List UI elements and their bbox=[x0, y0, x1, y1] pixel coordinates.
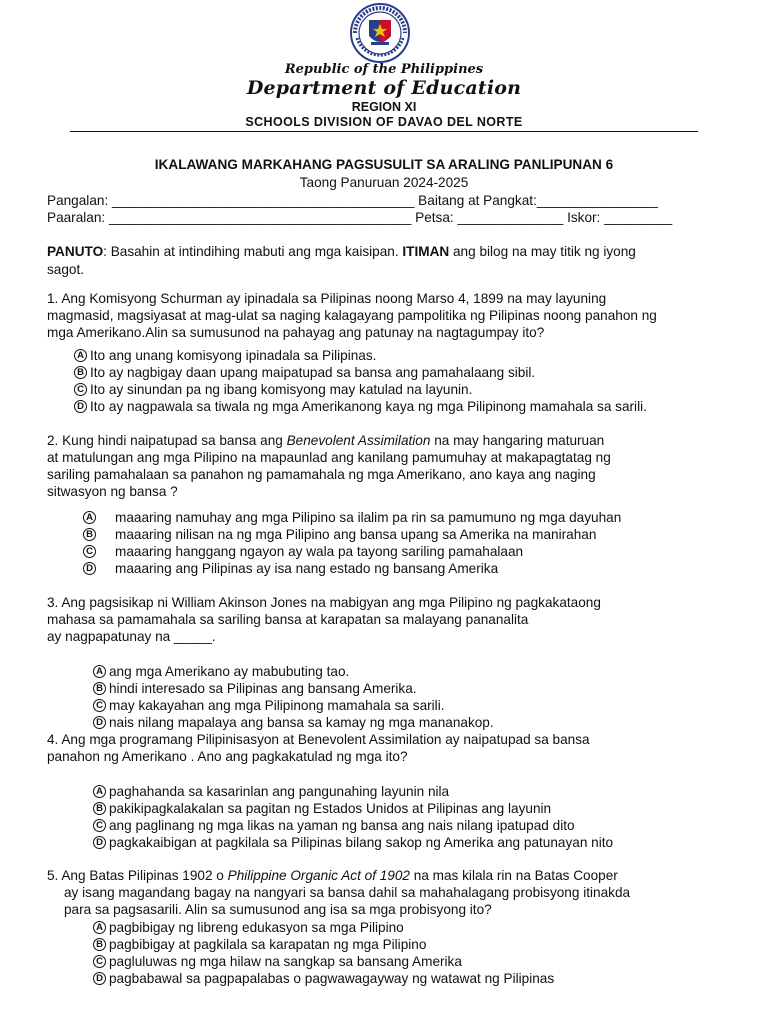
option-circle-icon[interactable]: A bbox=[93, 665, 106, 678]
q2-stem-text-a: 2. Kung hindi naipatupad sa bansa ang bbox=[47, 433, 287, 448]
option-circle-icon[interactable]: A bbox=[74, 349, 87, 362]
q3-option-c[interactable] bbox=[93, 697, 445, 714]
option-text: pagluluwas ng mga hilaw na sangkap sa bansang Amerika bbox=[109, 954, 462, 969]
option-text: maaaring ang Pilipinas ay isa nang estado ng bansang Amerika bbox=[115, 561, 499, 576]
option-circle-icon[interactable]: D bbox=[83, 562, 96, 575]
q2-stem-italic: Benevolent Assimilation bbox=[286, 433, 431, 448]
q5-stem-line-3: para sa pagsasarili. Alin sa sumusunod ang isa sa mga probisyong ito? bbox=[64, 902, 492, 917]
option-text: pagkakaibigan at pagkilala sa Pilipinas bilang sakop ng Amerika ang patunayan nito bbox=[109, 835, 614, 850]
option-text: hindi interesado sa Pilipinas ang bansang Amerika. bbox=[109, 681, 417, 696]
q2-stem-text-b: na may hangaring maturuan bbox=[430, 433, 605, 448]
option-circle-icon[interactable]: C bbox=[83, 545, 96, 558]
instructions-line-2: sagot. bbox=[47, 262, 85, 277]
q2-option-a[interactable] bbox=[83, 509, 621, 526]
q3-option-b[interactable] bbox=[93, 680, 417, 697]
school-year: Taong Panuruan 2024-2025 bbox=[299, 175, 469, 190]
school-date-score-field-line[interactable]: Paaralan: ________________________________________ Petsa: ______________ Iskor: _________ bbox=[47, 210, 673, 225]
option-circle-icon[interactable]: B bbox=[93, 802, 106, 815]
deped-seal-logo bbox=[347, 2, 413, 64]
exam-title: IKALAWANG MARKAHANG PAGSUSULIT SA ARALING PANLIPUNAN 6 bbox=[154, 157, 614, 172]
q1-option-b[interactable] bbox=[74, 364, 535, 381]
option-text: may kakayahan ang mga Pilipinong mamahala sa sarili. bbox=[109, 698, 445, 713]
q1-option-a[interactable] bbox=[74, 347, 376, 364]
q5-stem-line-2: ay isang magandang bagay na nangyari sa bansa dahil sa mahahalagang probisyong itinakda bbox=[64, 885, 631, 900]
q4-stem-line-1: 4. Ang mga programang Pilipinisasyon at Benevolent Assimilation ay naipatupad sa bansa bbox=[47, 732, 590, 747]
q4-option-d[interactable] bbox=[93, 834, 613, 851]
q2-option-c[interactable] bbox=[83, 543, 523, 560]
option-text: Ito ay sinundan pa ng ibang komisyong may katulad na layunin. bbox=[90, 382, 473, 397]
option-text: ang mga Amerikano ay mabubuting tao. bbox=[109, 664, 350, 679]
q3-option-d[interactable] bbox=[93, 714, 494, 731]
option-text: pakikipagkalakalan sa pagitan ng Estados Unidos at Pilipinas ang layunin bbox=[109, 801, 552, 816]
option-circle-icon[interactable]: D bbox=[93, 972, 106, 985]
header-divider bbox=[70, 131, 698, 132]
q2-stem-line-3: sariling pamahalaan sa panahon ng pamamahala ng mga Amerikano, ano kaya ang naging bbox=[47, 467, 596, 482]
option-circle-icon[interactable]: D bbox=[93, 836, 106, 849]
instructions-line-1 bbox=[47, 243, 636, 260]
q5-stem-italic: Philippine Organic Act of 1902 bbox=[227, 868, 410, 883]
q4-option-a[interactable] bbox=[93, 783, 449, 800]
option-circle-icon[interactable]: A bbox=[93, 921, 106, 934]
option-text: Ito ay nagbigay daan upang maipatupad sa bansa ang pamahalaang sibil. bbox=[90, 365, 536, 380]
q2-option-b[interactable] bbox=[83, 526, 596, 543]
q5-stem-text-a: 5. Ang Batas Pilipinas 1902 o bbox=[47, 868, 228, 883]
q4-option-b[interactable] bbox=[93, 800, 551, 817]
q5-option-c[interactable] bbox=[93, 953, 462, 970]
option-circle-icon[interactable]: B bbox=[93, 682, 106, 695]
q3-stem-line-1: 3. Ang pagsisikap ni William Akinson Jones na mabigyan ang mga Pilipino ng pagkakataong bbox=[47, 595, 601, 610]
q4-option-c[interactable] bbox=[93, 817, 575, 834]
option-circle-icon[interactable]: C bbox=[93, 699, 106, 712]
option-text: maaaring hanggang ngayon ay wala pa tayong sariling pamahalaan bbox=[115, 544, 524, 559]
q1-stem-line-3: mga Amerikano.Alin sa sumusunod na pahayag ang patunay na nagtagumpay ito? bbox=[47, 325, 545, 340]
q1-option-c[interactable] bbox=[74, 381, 472, 398]
option-text: Ito ang unang komisyong ipinadala sa Pilipinas. bbox=[90, 348, 377, 363]
option-circle-icon[interactable]: D bbox=[93, 716, 106, 729]
division-heading: SCHOOLS DIVISION OF DAVAO DEL NORTE bbox=[245, 115, 523, 129]
name-grade-field-line[interactable]: Pangalan: ________________________________________ Baitang at Pangkat:________________ bbox=[47, 193, 658, 208]
option-text: ang paglinang ng mga likas na yaman ng bansa ang nais nilang ipatupad dito bbox=[109, 818, 575, 833]
q1-stem-line-2: magmasid, magsiyasat at mag-ulat sa naging kalagayang pampolitika ng Pilipinas noong panahon ng bbox=[47, 308, 657, 323]
q5-option-a[interactable] bbox=[93, 919, 404, 936]
option-text: pagbabawal sa pagpapalabas o pagwawagayway ng watawat ng Pilipinas bbox=[109, 971, 555, 986]
department-heading: Department of Education bbox=[246, 77, 522, 99]
q5-stem-text-b: na mas kilala rin na Batas Cooper bbox=[410, 868, 618, 883]
q3-stem-line-3: ay nagpapatunay na _____. bbox=[47, 629, 216, 644]
option-text: pagbibigay at pagkilala sa karapatan ng mga Pilipino bbox=[109, 937, 427, 952]
option-circle-icon[interactable]: C bbox=[74, 383, 87, 396]
option-circle-icon[interactable]: B bbox=[74, 366, 87, 379]
option-text: pagbibigay ng libreng edukasyon sa mga Pilipino bbox=[109, 920, 404, 935]
q2-stem-line-2: at matulungan ang mga Pilipino na mapaunlad ang kanilang pamumuhay at makapagtatag ng bbox=[47, 450, 611, 465]
option-circle-icon[interactable]: B bbox=[93, 938, 106, 951]
q2-stem-line-4: sitwasyon ng bansa ? bbox=[47, 484, 178, 499]
option-circle-icon[interactable]: A bbox=[93, 785, 106, 798]
q2-stem-line-1 bbox=[47, 432, 604, 449]
option-text: nais nilang mapalaya ang bansa sa kamay ng mga mananakop. bbox=[109, 715, 494, 730]
option-text: paghahanda sa kasarinlan ang pangunahing layunin nila bbox=[109, 784, 450, 799]
region-heading: REGION XI bbox=[351, 100, 417, 114]
q5-option-b[interactable] bbox=[93, 936, 426, 953]
instructions-label: PANUTO bbox=[47, 244, 104, 259]
instructions-bold: ITIMAN bbox=[402, 244, 450, 259]
q3-option-a[interactable] bbox=[93, 663, 349, 680]
instructions-text-b: ang bilog na may titik ng iyong bbox=[449, 244, 636, 259]
option-text: Ito ay nagpawala sa tiwala ng mga Amerikanong kaya ng mga Pilipinong mamahala sa sarili. bbox=[90, 399, 647, 414]
option-text: maaaring nilisan na ng mga Pilipino ang bansa upang sa Amerika na manirahan bbox=[115, 527, 597, 542]
option-circle-icon[interactable]: D bbox=[74, 400, 87, 413]
instructions-text-a: : Basahin at intindihing mabuti ang mga kaisipan. bbox=[103, 244, 403, 259]
option-circle-icon[interactable]: B bbox=[83, 528, 96, 541]
q5-option-d[interactable] bbox=[93, 970, 554, 987]
q3-stem-line-2: mahasa sa pamamahala sa sariling bansa at karapatan sa malayang pananalita bbox=[47, 612, 529, 627]
option-text: maaaring namuhay ang mga Pilipino sa ilalim pa rin sa pamumuno ng mga dayuhan bbox=[115, 510, 622, 525]
option-circle-icon[interactable]: C bbox=[93, 955, 106, 968]
option-circle-icon[interactable]: C bbox=[93, 819, 106, 832]
option-circle-icon[interactable]: A bbox=[83, 511, 96, 524]
q5-stem-line-1 bbox=[47, 867, 618, 884]
q2-option-d[interactable] bbox=[83, 560, 498, 577]
q1-stem-line-1: 1. Ang Komisyong Schurman ay ipinadala sa Pilipinas noong Marso 4, 1899 na may layuning bbox=[47, 291, 607, 306]
q1-option-d[interactable] bbox=[74, 398, 647, 415]
q4-stem-line-2: panahon ng Amerikano . Ano ang pagkakatulad ng mga ito? bbox=[47, 749, 408, 764]
republic-heading: Republic of the Philippines bbox=[284, 62, 484, 77]
